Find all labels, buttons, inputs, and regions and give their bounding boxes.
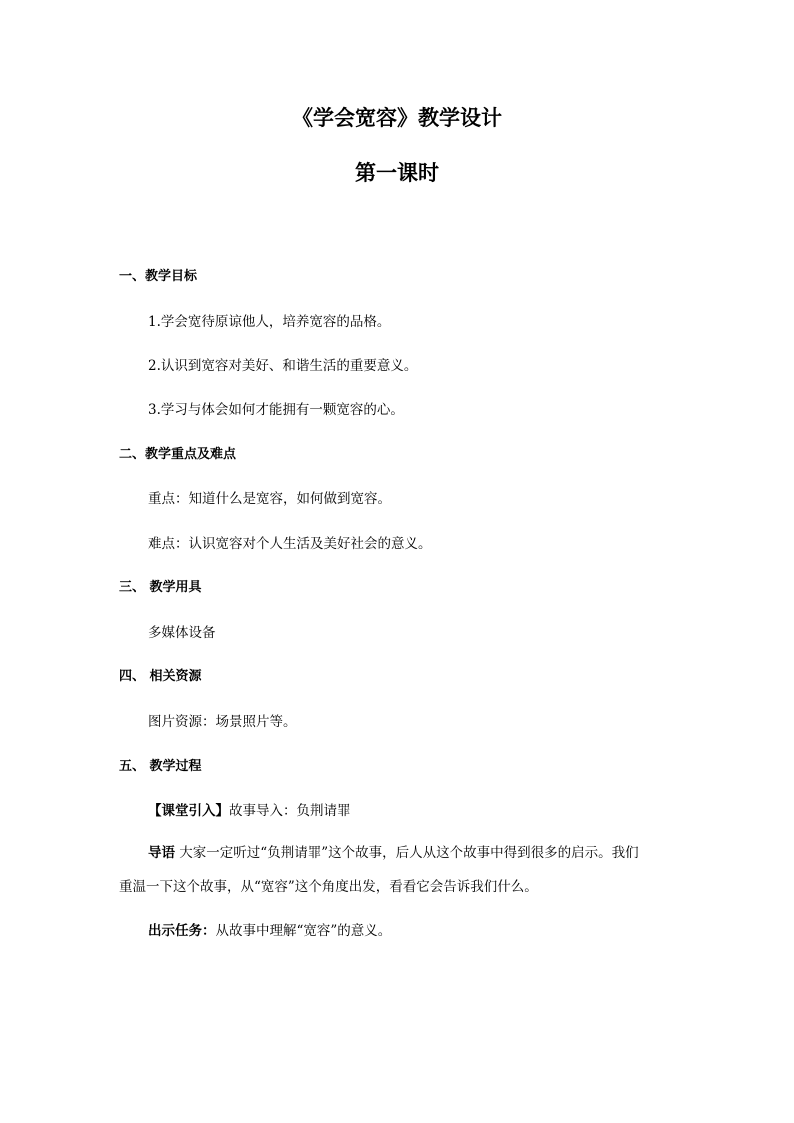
goal-item-1: 1.学会宽待原谅他人，培养宽容的品格。 — [148, 314, 391, 330]
task-text: 从故事中理解“宽容”的意义。 — [215, 923, 392, 939]
section-heading-tools: 三、 教学用具 — [119, 580, 202, 595]
document-title: 《学会宽容》教学设计 — [292, 106, 502, 130]
section-heading-process: 五、 教学过程 — [119, 759, 202, 774]
guide-line-1 — [119, 836, 679, 870]
goal-item-2: 2.认识到宽容对美好、和谐生活的重要意义。 — [148, 358, 418, 374]
goal-item-3: 3.学习与体会如何才能拥有一颗宽容的心。 — [148, 402, 404, 418]
document-subtitle: 第一课时 — [355, 161, 439, 185]
section-heading-resources: 四、 相关资源 — [119, 669, 202, 684]
guide-line-2: 重温一下这个故事，从“宽容”这个角度出发，看看它会告诉我们什么。 — [119, 879, 538, 895]
tools-text: 多媒体设备 — [148, 625, 216, 641]
process-task — [148, 921, 678, 941]
intro-text: 故事导入：负荆请罪 — [229, 803, 351, 819]
process-intro — [148, 801, 678, 821]
task-lead: 出示任务： — [148, 923, 216, 939]
section-heading-key-points: 二、教学重点及难点 — [119, 447, 237, 462]
resources-text: 图片资源：场景照片等。 — [148, 714, 297, 730]
process-guide — [119, 836, 679, 904]
guide-lead: 导语 — [148, 845, 175, 861]
section-heading-goals: 一、教学目标 — [119, 269, 198, 284]
key-point-difficulty: 难点：认识宽容对个人生活及美好社会的意义。 — [148, 536, 432, 552]
guide-text-line-1: 大家一定听过“负荆请罪”这个故事，后人从这个故事中得到很多的启示。我们 — [175, 845, 639, 861]
key-point-focus: 重点：知道什么是宽容，如何做到宽容。 — [148, 491, 391, 507]
intro-lead: 【课堂引入】 — [148, 803, 229, 819]
